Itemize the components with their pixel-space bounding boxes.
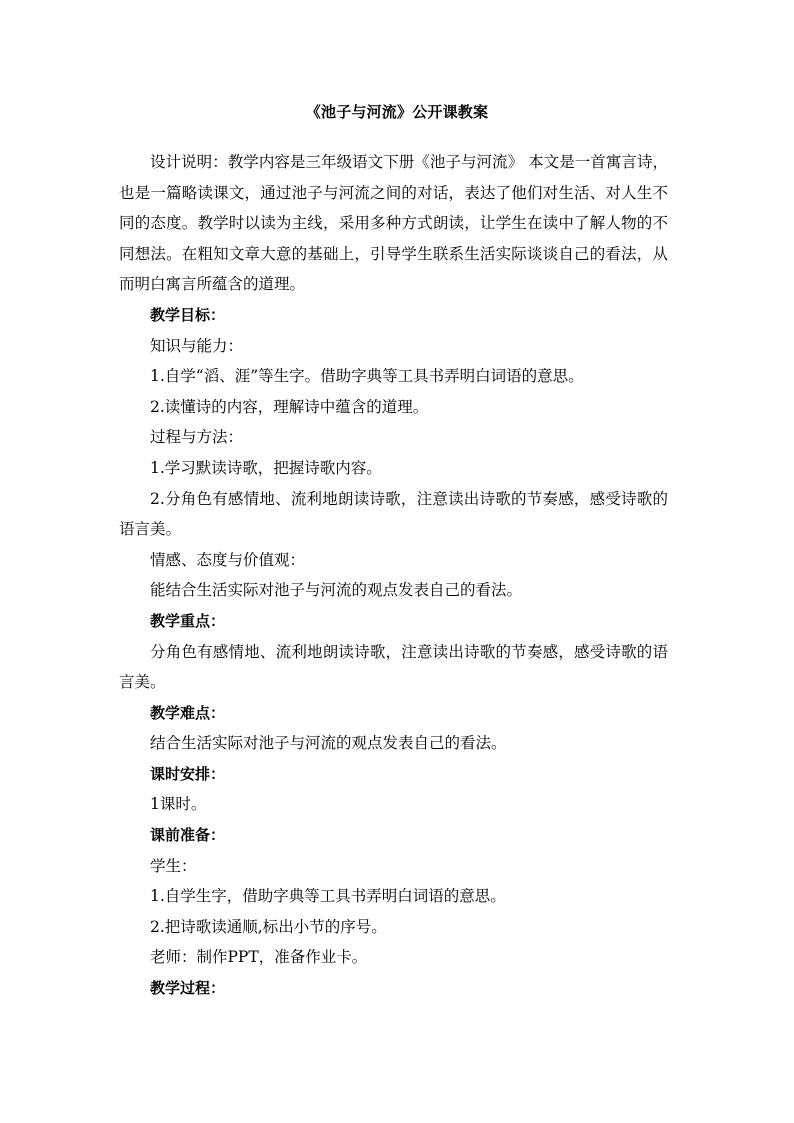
paragraph: 学生： (150, 856, 197, 875)
paragraph: 1.自学生字，借助字典等工具书弄明白词语的意思。 (150, 887, 506, 906)
section-heading: 教学重点： (150, 611, 226, 630)
paragraph: 设计说明：教学内容是三年级语文下册《池子与河流》 本文是一首寓言诗，也是一篇略读课文，通过池子与河流之间的对话，表达了他们对生活、对人生不同的态度。教学时以读为主线，采用多种方式朗读，让学生在读中了解人物的不同想法。在粗知文章大意的基础上，引导学生联系生活实际谈谈自己的看法，从而明白寓言所蕴含的道理。 (119, 153, 668, 294)
document-title: 《池子与河流》公开课教案 (305, 103, 489, 121)
paragraph: 分角色有感情地、流利地朗读诗歌，注意读出诗歌的节奏感，感受诗歌的语言美。 (119, 642, 668, 692)
section-heading: 教学目标： (150, 305, 226, 324)
paragraph: 知识与能力： (150, 336, 244, 355)
section-heading: 课时安排： (150, 764, 226, 783)
section-heading: 教学过程： (150, 979, 226, 998)
paragraph: 1.学习默读诗歌，把握诗歌内容。 (150, 458, 382, 477)
paragraph: 老师：制作PPT，准备作业卡。 (150, 948, 368, 967)
paragraph: 1课时。 (150, 795, 207, 814)
paragraph: 1.自学“滔、涯”等生字。借助字典等工具书弄明白词语的意思。 (150, 367, 584, 386)
paragraph: 2.读懂诗的内容，理解诗中蕴含的道理。 (150, 397, 429, 416)
section-heading: 课前准备： (150, 826, 226, 845)
paragraph: 2.把诗歌读通顺,标出小节的序号。 (150, 917, 387, 936)
section-heading: 教学难点： (150, 703, 226, 722)
document-body (119, 147, 668, 1004)
paragraph: 过程与方法： (150, 428, 244, 447)
paragraph: 能结合生活实际对池子与河流的观点发表自己的看法。 (150, 581, 523, 600)
paragraph: 结合生活实际对池子与河流的观点发表自己的看法。 (150, 734, 507, 753)
paragraph: 情感、态度与价值观： (150, 550, 306, 569)
paragraph: 2.分角色有感情地、流利地朗读诗歌，注意读出诗歌的节奏感，感受诗歌的语言美。 (119, 489, 668, 539)
